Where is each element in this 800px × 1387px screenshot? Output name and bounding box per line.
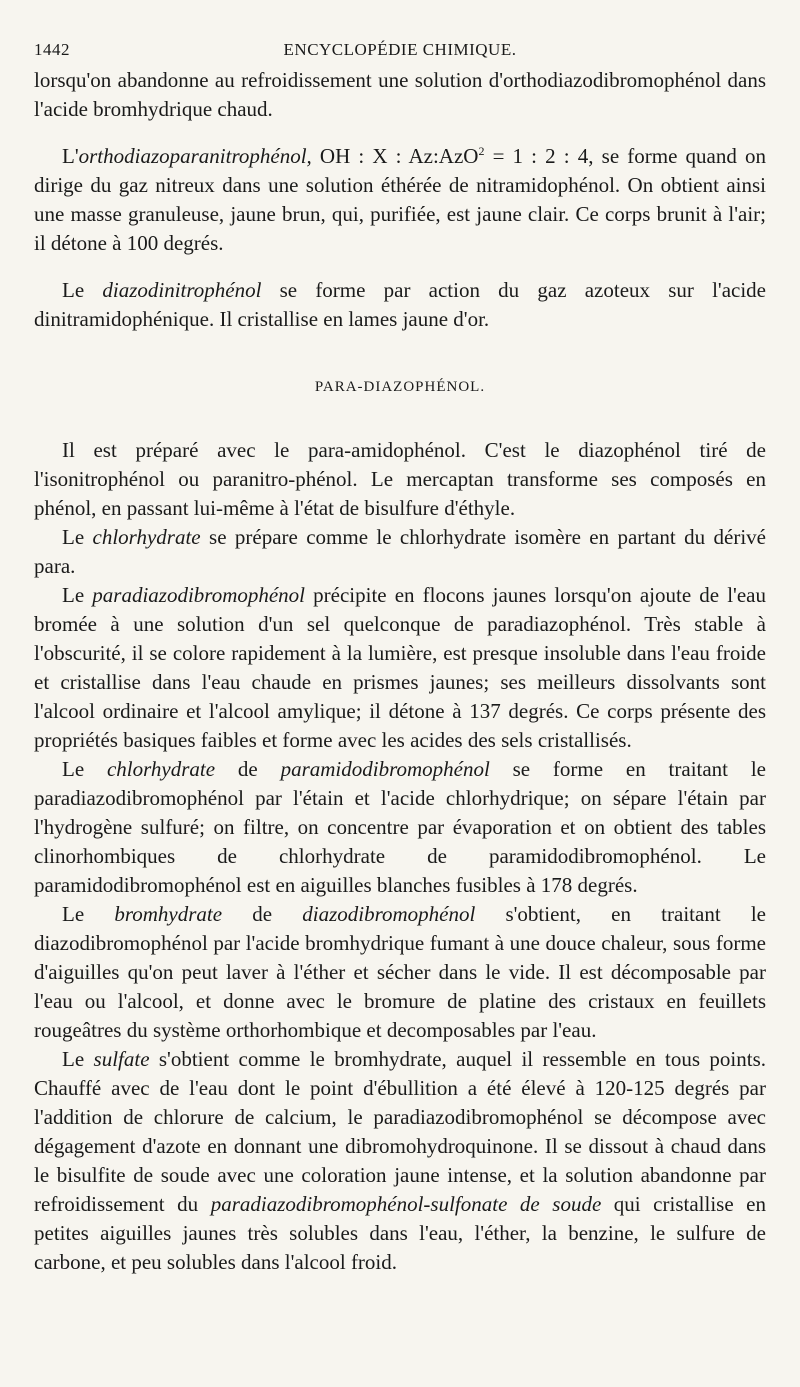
paragraph-chlorhydrate: Le chlorhydrate se prépare comme le chlorhydrate isomère en partant du dérivé para.: [34, 525, 766, 578]
paragraph-continued: lorsqu'on abandonne au refroidissement une solution d'orthodiazodibromophénol dans l'acide bromhydrique chaud.: [34, 68, 766, 121]
compound-term: orthodiazoparanitrophénol,: [78, 144, 312, 168]
compound-term: diazodinitrophénol: [102, 278, 262, 302]
compound-term: paradiazodibromophénol: [92, 583, 306, 607]
compound-term: diazodibromophénol: [302, 902, 476, 926]
paragraph-para-diazophenol-intro: Il est préparé avec le para-amidophénol. C'est le diazophénol tiré de l'isonitrophénol ou paranitro-phénol. Le mercaptan transforme ses composés en phénol, en passant lui-même à l'état de bisulfure d'éthyle.: [34, 438, 766, 520]
paragraph-chlorhydrate-paramidodibromophenol: Le chlorhydrate de paramidodibromophénol se forme en traitant le paradiazodibromophénol par l'étain et l'acide chlorhydrique; on sépare l'étain par l'hydrogène sulfuré; on filtre, on concentre par évaporation et on obtient des tables clinorhombiques de chlorhydrate de paramidodibromophénol. Le paramidodibromophénol est en aiguilles blanches fusibles à 178 degrés.: [34, 757, 766, 897]
section-title: PARA-DIAZOPHÉNOL.: [314, 379, 486, 395]
page-number: 1442: [34, 40, 70, 59]
compound-term: paramidodibromophénol: [280, 757, 490, 781]
compound-term: chlorhydrate: [92, 525, 201, 549]
compound-term: paradiazodibromophénol-sulfonate de soude: [210, 1192, 602, 1216]
document-page: [34, 36, 766, 1277]
page-header: [34, 36, 766, 66]
running-title: ENCYCLOPÉDIE CHIMIQUE.: [283, 40, 517, 59]
paragraph-bromhydrate-diazodibromophenol: Le bromhydrate de diazodibromophénol s'obtient, en traitant le diazodibromophénol par l'acide bromhydrique fumant à une douce chaleur, sous forme d'aiguilles qu'on peut laver à l'éther et sécher dans le vide. Il est décomposable par l'eau ou l'alcool, et donne avec le bromure de platine des cristaux en feuillets rougeâtres du système orthorhombique et decomposables par l'eau.: [34, 902, 766, 1042]
compound-term: sulfate: [93, 1047, 150, 1071]
page-body: [34, 66, 766, 1277]
paragraph-orthodiazoparanitrophenol: L'orthodiazoparanitrophénol, OH : X : Az:AzO$^2$ = 1 : 2 : 4, se forme quand on dirige du gaz nitreux dans une solution éthérée de nitramidophénol. On obtient ainsi une masse granuleuse, jaune brun, qui, purifiée, est jaune clair. Ce corps brunit à l'air; il détone à 100 degrés.: [34, 144, 766, 255]
paragraph-diazodinitrophenol: Le diazodinitrophénol se forme par action du gaz azoteux sur l'acide dinitramidophénique. Il cristallise en lames jaune d'or.: [34, 278, 767, 331]
compound-term: chlorhydrate: [106, 757, 216, 781]
paragraph-sulfate: Le sulfate s'obtient comme le bromhydrate, auquel il ressemble en tous points. Chauffé avec de l'eau dont le point d'ébullition a été élevé à 120-125 degrés par l'addition de chlorure de calcium, le paradiazodibromophénol se décompose avec dégagement d'azote en donnant une dibromohydroquinone. Il se dissout à chaud dans le bisulfite de soude avec une coloration jaune intense, et la solution abandonne par refroidissement du paradiazodibromophénol-sulfonate de soude qui cristallise en petites aiguilles jaunes très solubles dans l'eau, l'éther, la benzine, le sulfure de carbone, et peu solubles dans l'alcool froid.: [34, 1047, 766, 1274]
paragraph-paradiazodibromophenol: Le paradiazodibromophénol précipite en flocons jaunes lorsqu'on ajoute de l'eau bromée à une solution d'un sel quelconque de paradiazophénol. Très stable à l'obscurité, il se colore rapidement à la lumière, est presque insoluble dans l'eau froide et cristallise dans l'eau chaude en prismes jaunes; ses meilleurs dissolvants sont l'alcool ordinaire et l'alcool amylique; il détone à 137 degrés. Ce corps présente des propriétés basiques faibles et forme avec les acides des sels cristallisés.: [34, 583, 766, 752]
compound-term: bromhydrate: [114, 902, 223, 926]
